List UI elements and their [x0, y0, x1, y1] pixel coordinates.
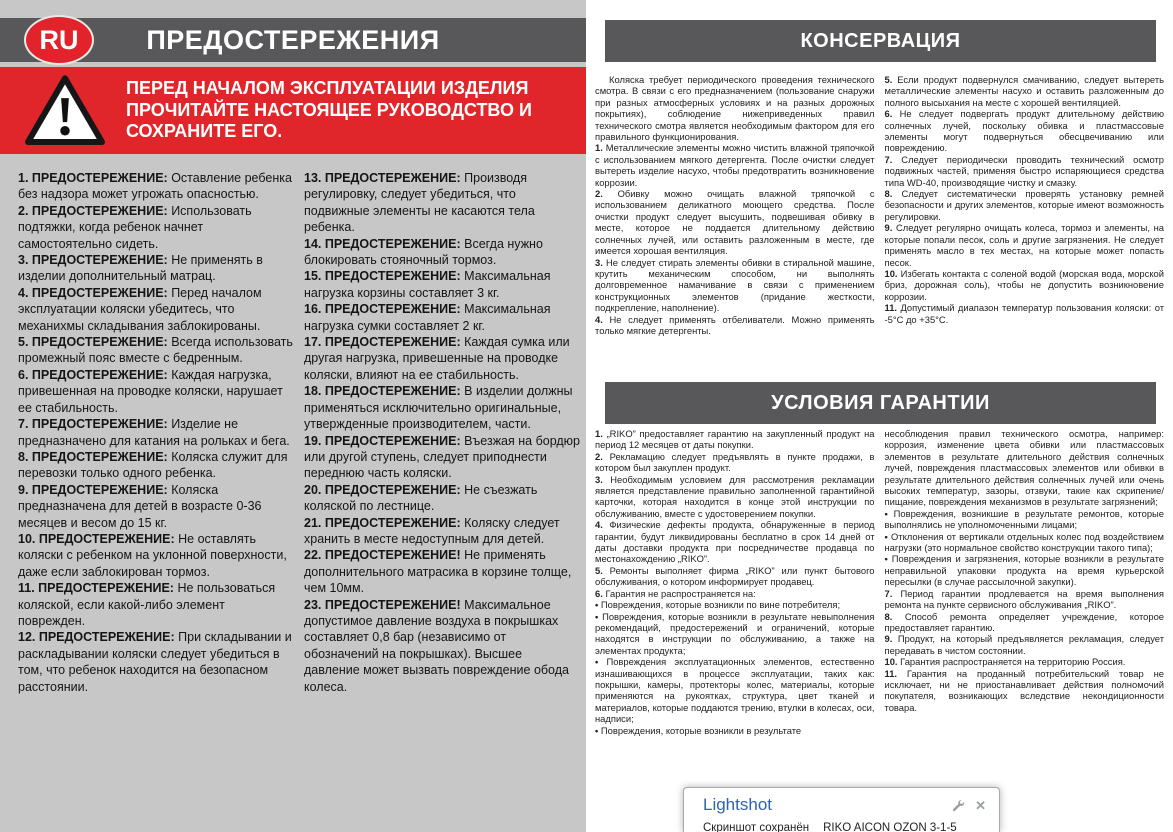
warning-label: 22. ПРЕДОСТЕРЕЖЕНИЕ!	[304, 548, 461, 563]
warning-item	[18, 170, 294, 203]
warranty-columns	[595, 428, 1164, 736]
maintenance-title: КОНСЕРВАЦИЯ	[800, 29, 961, 52]
item-number: •	[884, 507, 888, 519]
warning-text: Максимальная нагрузка сумки составляет 2 кг.	[304, 302, 551, 333]
item-text: Физические дефекты продукта, обнаруженные в период гарантии, будут ликвидированы бесплатно в срок 14 дней от даты доставки продукта при посредничестве продавца по местонахождению „RIKO”.	[595, 519, 875, 565]
maintenance-column-2	[885, 74, 1165, 336]
warning-item	[304, 547, 580, 596]
warnings-columns	[18, 170, 580, 695]
warning-text: Использовать подтяжки, когда ребенок начнет самостоятельно сидеть.	[18, 203, 252, 251]
warranty-item	[595, 599, 875, 610]
maintenance-item	[885, 154, 1165, 188]
warning-text: Коляска предназначена для детей в возрасте 0-36 месяцев и весом до 15 кг.	[18, 482, 262, 530]
item-number: 4.	[595, 519, 603, 531]
warning-text: В изделии должны применяться исключительно оригинальные, утвержденные производителем, части.	[304, 384, 573, 432]
warning-text: Не оставлять коляски с ребенком на уклонной поверхности, даже если заблокирован тормоз.	[18, 531, 287, 579]
warning-item	[304, 482, 580, 515]
item-number: •	[595, 656, 599, 668]
item-text: Повреждения, которые возникли в результате невыполнения рекомендаций, предостережений и ограничений, которые находятся в инструкции по обслуживанию, а также на элементах продукта;	[595, 610, 875, 656]
warning-label: 17. ПРЕДОСТЕРЕЖЕНИЕ:	[304, 335, 461, 350]
item-number: 5.	[595, 564, 603, 576]
warranty-item	[595, 474, 875, 520]
item-text: Избегать контакта с соленой водой (морская вода, морской бриз, дорожная соль), чтобы не допустить возникновение коррозии.	[884, 267, 1164, 302]
warning-item	[18, 334, 294, 367]
maintenance-items-1	[595, 142, 875, 336]
item-text: Не следует стирать элементы обивки в стиральной машине, крутить механическим способом, ни выполнять долговременное намачивание в связи с применением конструкционных элементов (придание жесткости, подкрепление, наполнение).	[595, 256, 875, 314]
language-badge-ru: RU	[24, 15, 94, 65]
warning-label: 23. ПРЕДОСТЕРЕЖЕНИЕ!	[304, 597, 461, 612]
maintenance-item	[595, 188, 875, 256]
item-text: Повреждения, которые возникли по вине потребителя;	[600, 599, 841, 611]
warranty-item	[885, 656, 1165, 667]
item-text: Металлические элементы можно чистить влажной тряпочкой с использованием мягкого детергента. После очистки следует вытереть изделие насухо, чтобы предотвратить возникновение коррозии.	[595, 142, 875, 188]
warranty-item	[595, 519, 875, 565]
warning-label: 11. ПРЕДОСТЕРЕЖЕНИЕ:	[18, 581, 174, 596]
warning-item	[18, 416, 294, 449]
maintenance-header-bar	[605, 20, 1156, 62]
item-text: Допустимый диапазон температур пользования коляски: от -5°C до +35°C.	[884, 302, 1165, 325]
warning-label: 10. ПРЕДОСТЕРЕЖЕНИЕ:	[18, 531, 175, 546]
warranty-column-1	[595, 428, 875, 736]
warranty-item	[885, 508, 1165, 531]
item-text: Ремонты выполняет фирма „RIKO” или пункт бытового обслуживания, о котором информирует продавец.	[595, 564, 875, 588]
warranty-item	[595, 656, 875, 724]
warnings-column-2	[304, 170, 580, 695]
maintenance-item	[885, 74, 1165, 108]
item-text: Повреждения эксплуатационных элементов, естественно изнашивающихся в процессе эксплуатации, таких как: покрышки, камеры, протекторы колес, материалы, которые применяются на рукоятках, структура, цвет тканей и материалов, которые поддаются трению, втулки в колесах, оси, надписи;	[595, 656, 875, 725]
warning-text: Коляску следует хранить в месте недоступным для детей.	[304, 515, 560, 546]
item-text: Рекламацию следует предъявлять в пункте продажи, в котором был закуплен продукт.	[595, 450, 875, 474]
warning-text: Не применять в изделии дополнительный матрац.	[18, 253, 263, 284]
warning-item	[18, 449, 294, 482]
warning-text: Всегда нужно блокировать стояночный тормоз.	[304, 236, 543, 268]
warning-label: 21. ПРЕДОСТЕРЕЖЕНИЕ:	[304, 515, 461, 530]
item-text: несоблюдения правил технического осмотра, например: коррозия, изменение цвета обивки или пластмассовых элементов в результате длительного действия солнечных лучей, повреждения пластмассовых элементов или обивки в результате длительного действия солнечных лучей или очень высоких температур, зазоры, отзвуки, такие как скрипение/ пищание, повреждения механизмов в результате загрязнений;	[884, 428, 1164, 508]
warning-label: 9. ПРЕДОСТЕРЕЖЕНИЕ:	[18, 482, 168, 497]
warning-item	[18, 482, 294, 531]
maintenance-intro: Коляска требует периодического проведения технического смотра. В связи с его предназначением (пользование снаружи при разных атмосферных условиях и на разных дорожных покрытиях), соблюдение нижеприведенных правил технического смотра является необходимым фактором для его правильного функционирования.	[595, 74, 875, 143]
warning-item	[304, 268, 580, 301]
warning-text: Каждая нагрузка, привешенная на проводке коляски, нарушает ее стабильность.	[18, 367, 283, 415]
warning-text: Максимальная нагрузка корзины составляет 3 кг.	[304, 269, 551, 300]
item-text: Повреждения, возникшие в результате ремонтов, которые выполнялись не уполномоченными лицами;	[884, 507, 1165, 531]
warning-text: Не съезжать коляской по лестнице.	[304, 482, 538, 514]
warning-item	[18, 203, 294, 252]
item-number: •	[595, 610, 599, 622]
warning-label: 16. ПРЕДОСТЕРЕЖЕНИЕ:	[304, 302, 461, 317]
warning-text: Перед началом эксплуатации коляски убедитесь, что механихмы складывания заблокированы.	[18, 285, 262, 333]
warranty-title: УСЛОВИЯ ГАРАНТИИ	[771, 391, 990, 414]
warning-text: Всегда использовать промежный пояс вместе с бедренным.	[18, 335, 293, 366]
close-icon[interactable]: ✕	[975, 797, 986, 813]
warning-text: Коляска служит для перевозки только одного ребенка.	[18, 449, 288, 481]
maintenance-item	[595, 314, 875, 337]
item-number: •	[884, 553, 888, 565]
warning-text: Изделие не предназначено для катания на рольках и бега.	[18, 417, 290, 448]
item-text: Следует систематически проверять установку ремней безопасности и других элементов, которые имеют возможность регулировки.	[884, 188, 1165, 222]
item-number: 11.	[884, 667, 898, 679]
warnings-header-bar	[0, 18, 586, 62]
item-text: Способ ремонта определяет учреждение, которое предоставляет гарантию.	[884, 610, 1165, 633]
maintenance-item	[885, 222, 1165, 268]
item-number: 7.	[884, 587, 893, 599]
item-number: 5.	[884, 74, 893, 85]
warning-item	[304, 301, 580, 334]
maintenance-column-1	[595, 74, 875, 336]
item-number: 3.	[595, 256, 603, 268]
warning-item	[18, 285, 294, 334]
item-number: 7.	[884, 153, 893, 165]
warranty-item	[595, 451, 875, 474]
warnings-column-1	[18, 170, 294, 695]
warnings-page	[0, 0, 586, 832]
maintenance-warranty-page	[586, 0, 1173, 832]
item-number: •	[884, 530, 888, 542]
item-number: 8.	[884, 188, 893, 200]
warning-item	[304, 515, 580, 548]
item-number: •	[595, 724, 599, 736]
maintenance-item	[595, 257, 875, 314]
warnings-page-title: ПРЕДОСТЕРЕЖЕНИЯ	[146, 25, 440, 55]
item-number: 4.	[595, 313, 603, 325]
item-text: Следует периодически проводить технический осмотр подвижных частей, применяя быстро испаряющиеся средства типа WD-40, производящие чистку и смазку.	[884, 153, 1164, 188]
warning-label: 15. ПРЕДОСТЕРЕЖЕНИЕ:	[304, 269, 461, 284]
warning-item	[304, 334, 580, 383]
warranty-item	[595, 428, 875, 451]
maintenance-columns	[595, 74, 1164, 336]
warning-item	[304, 597, 580, 695]
lightshot-filename: RIKO AICON OZON 3-1-5	[823, 822, 957, 832]
item-number: 11.	[884, 302, 898, 314]
item-number: 2.	[595, 188, 603, 200]
item-number: 8.	[884, 610, 893, 622]
warning-item	[304, 236, 580, 269]
item-text: Необходимым условием для рассмотрения рекламации является представление правильно заполненной гарантийной карточки, которая находится в конце этой инструкции по обслуживанию, вместе с удостоверением покупки.	[595, 473, 875, 519]
item-number: 3.	[595, 473, 603, 485]
item-number: 9.	[884, 222, 893, 234]
item-text: Повреждения и загрязнения, которые возникли в результате неправильной упаковки продукта на время курьерской пересылки (в случае рассылочной закупки).	[884, 553, 1164, 588]
warning-label: 20. ПРЕДОСТЕРЕЖЕНИЕ:	[304, 482, 461, 497]
warning-label: 7. ПРЕДОСТЕРЕЖЕНИЕ:	[18, 417, 168, 432]
item-number: 6.	[595, 587, 603, 599]
warranty-item	[885, 531, 1165, 554]
item-text: Не следует подвергать продукт длительному действию солнечных лучей, поскольку обивка и пластмассовые элементы могут подвернуться обесцвечиванию или повреждению.	[884, 108, 1164, 154]
warning-label: 3. ПРЕДОСТЕРЕЖЕНИЕ:	[18, 253, 168, 268]
item-number: •	[595, 599, 599, 611]
warning-label: 5. ПРЕДОСТЕРЕЖЕНИЕ:	[18, 335, 168, 350]
warranty-header-bar	[605, 382, 1156, 424]
item-text: Повреждения, которые возникли в результате	[600, 724, 802, 736]
warning-label: 6. ПРЕДОСТЕРЕЖЕНИЕ:	[18, 367, 168, 382]
warranty-item	[595, 611, 875, 657]
alert-banner-text: ПЕРЕД НАЧАЛОМ ЭКСПЛУАТАЦИИ ИЗДЕЛИЯ ПРОЧИТАЙТЕ НАСТОЯЩЕЕ РУКОВОДСТВО И СОХРАНИТЕ ЕГО.	[126, 77, 532, 142]
warning-label: 18. ПРЕДОСТЕРЕЖЕНИЕ:	[304, 384, 461, 399]
warning-item	[304, 170, 580, 236]
lightshot-popup[interactable]	[683, 787, 1000, 832]
warning-label: 2. ПРЕДОСТЕРЕЖЕНИЕ:	[18, 203, 168, 218]
warning-text: Максимальное допустимое давление воздуха в покрышках составляет 0,8 бар (независимо от обозначений на покрышках). Высшее давление может вызвать повреждение обода колеса.	[304, 597, 569, 694]
item-number: 1.	[595, 142, 603, 154]
warning-label: 8. ПРЕДОСТЕРЕЖЕНИЕ:	[18, 449, 168, 464]
warning-item	[304, 383, 580, 432]
warranty-item	[885, 633, 1165, 656]
maintenance-item	[595, 142, 875, 188]
warning-text: Каждая сумка или другая нагрузка, привешенные на проводке коляски, влияют на ее стабильность.	[304, 335, 570, 382]
warning-triangle-icon	[22, 72, 108, 150]
warning-item	[18, 531, 294, 580]
lightshot-popup-header	[684, 788, 999, 815]
item-number: 9.	[884, 633, 893, 645]
alert-banner	[0, 67, 586, 154]
warning-item	[18, 580, 294, 629]
warning-text: Производя регулировку, следует убедиться, что подвижные элементы не касаются тела ребенка.	[304, 171, 535, 235]
warning-item	[304, 433, 580, 482]
item-text: Гарантия распространяется на территорию Россия.	[900, 656, 1126, 668]
wrench-icon[interactable]	[952, 799, 965, 812]
item-text: Период гарантии продлевается на время выполнения ремонта на пункте сервисного обслуживания „RIKO”.	[884, 587, 1164, 611]
warranty-item	[885, 588, 1165, 611]
item-text: Не следует применять отбеливатели. Можно применять только мягкие детергенты.	[595, 313, 875, 336]
item-number: 10.	[884, 267, 898, 279]
warranty-column-2	[885, 428, 1165, 736]
item-text: Отклонения от вертикали отдельных колес под воздействием нагрузки (это нормальное свойство конструкции такого типа);	[884, 530, 1164, 554]
warranty-item	[885, 668, 1165, 714]
warning-label: 4. ПРЕДОСТЕРЕЖЕНИЕ:	[18, 285, 168, 300]
warning-label: 13. ПРЕДОСТЕРЕЖЕНИЕ:	[304, 171, 461, 185]
warning-text: Не пользоваться коляской, если какой-либо элемент поврежден.	[18, 581, 276, 628]
warning-label: 12. ПРЕДОСТЕРЕЖЕНИЕ:	[18, 630, 175, 645]
maintenance-item	[885, 108, 1165, 154]
maintenance-item	[885, 268, 1165, 302]
lightshot-title: Lightshot	[703, 795, 772, 814]
item-number: 1.	[595, 428, 603, 439]
lightshot-message-text: Скриншот сохранён	[703, 822, 810, 832]
item-text: Гарантия на проданный потребительский товар не исключает, ни не приостанавливает действия полномочий покупателя, возникающих вследствие некондиционности товара.	[884, 667, 1164, 713]
warning-item	[18, 252, 294, 285]
item-text: Обивку можно очищать влажной тряпочкой с использованием деликатного моющего средства. После очистки продукт следует высушить, подвешивая обивку в месте, которое не поддается длительному действию солнечных лучей, или оставить разложенным в месте, где имеется хорошая вентиляция.	[595, 188, 875, 257]
warning-label: 1. ПРЕДОСТЕРЕЖЕНИЕ:	[18, 171, 168, 185]
warranty-item	[595, 565, 875, 588]
warranty-item	[595, 725, 875, 736]
item-text: Если продукт подвернулся смачиванию, следует вытереть металлические элементы насухо и оставить разложенным до полного высыхания на месте с хорошей вентиляцией.	[884, 74, 1164, 108]
warning-item	[18, 367, 294, 416]
maintenance-item	[885, 188, 1165, 222]
warranty-item	[595, 588, 875, 599]
maintenance-item	[885, 302, 1165, 325]
item-text: Продукт, на который предъявляется рекламация, следует передавать в чистом состоянии.	[884, 633, 1165, 656]
warning-label: 19. ПРЕДОСТЕРЕЖЕНИЕ:	[304, 433, 461, 448]
item-text: Следует регулярно очищать колеса, тормоз и элементы, на которые попали песок, соль и другие загрязнения. Не следует применять масло в тех местах, на которые может попасть песок.	[884, 222, 1164, 268]
warning-item	[18, 629, 294, 695]
item-number: 6.	[884, 108, 893, 120]
warranty-item	[885, 611, 1165, 634]
warranty-item	[885, 553, 1165, 587]
warranty-item	[885, 428, 1165, 508]
warning-text: Не применять дополнительного матрасика в корзине толще, чем 10мм.	[304, 548, 572, 596]
item-text: „RIKO” предоставляет гарантию на закупленный продукт на период 12 месяцев от даты покупки.	[595, 428, 875, 451]
item-number: 10.	[884, 656, 898, 668]
warning-text: Въезжая на бордюр или другой ступень, следует приподнести переднюю часть коляски.	[304, 433, 580, 481]
warning-text: При складывании и раскладывании коляски следует убедиться в том, что ребенок находится на безопасном расстоянии.	[18, 630, 292, 694]
lightshot-message[interactable]	[703, 822, 999, 832]
warning-label: 14. ПРЕДОСТЕРЕЖЕНИЕ:	[304, 236, 461, 251]
item-text: Гарантия не распространяется на:	[605, 587, 756, 599]
item-number: 2.	[595, 450, 603, 462]
warning-text: Оставление ребенка без надзора может угрожать опасностью.	[18, 171, 292, 202]
